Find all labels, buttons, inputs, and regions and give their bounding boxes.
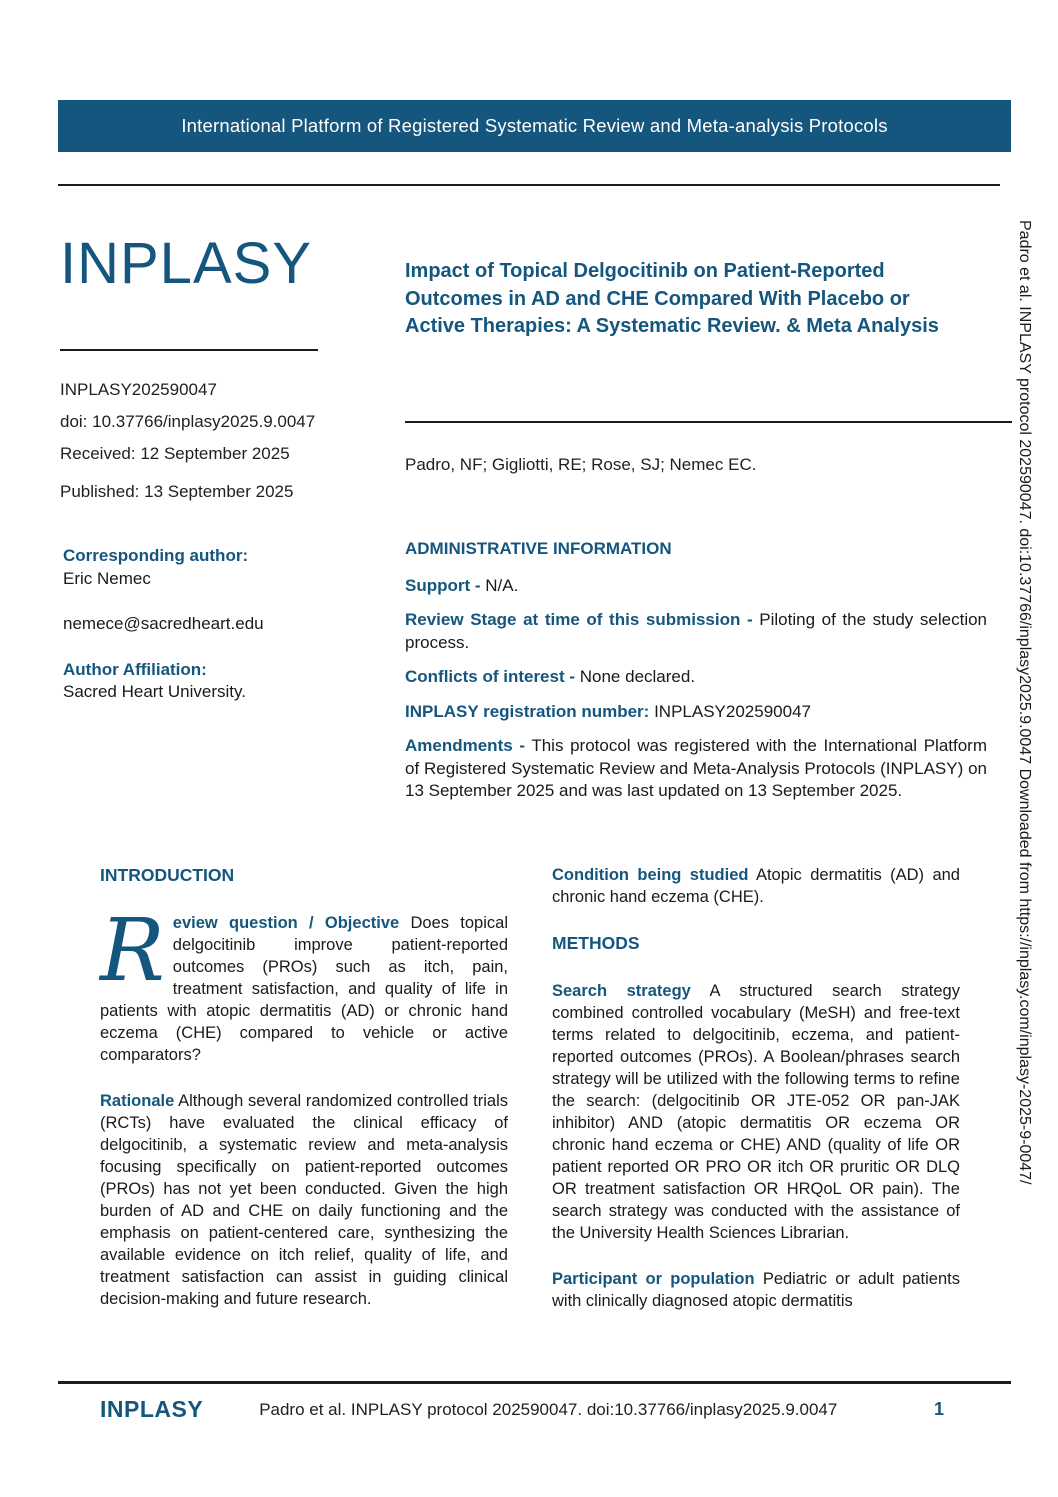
title-divider [405,421,1012,423]
footer-divider [58,1381,1011,1384]
conflicts-text: None declared. [579,667,696,686]
footer [100,1396,960,1423]
corresponding-author-label: Corresponding author: [63,546,249,565]
received-date: Received: 12 September 2025 [60,444,290,463]
title-line: Active Therapies: A Systematic Review. & Meta Analysis [405,315,939,337]
registration-item [405,701,987,724]
spacer [63,590,264,613]
review-question-label: eview question / Objective [172,914,400,932]
conflicts-label: Conflicts of interest - [405,667,576,686]
review-stage-label: Review Stage at time of this submission - [405,610,753,629]
conflicts-item [405,666,987,689]
participants-text: Pediatric or adult patients with clinically diagnosed atopic dermatitis [552,1270,960,1310]
registration-text: INPLASY202590047 [654,701,811,721]
logo-divider [60,349,318,351]
registration-meta [60,374,315,508]
corresponding-author-block [63,545,264,704]
left-column [100,864,508,1336]
page-number: 1 [933,1399,944,1419]
administrative-information [405,538,987,815]
admin-heading: ADMINISTRATIVE INFORMATION [405,539,672,558]
title-line: Impact of Topical Delgocitinib on Patient-Reported [405,260,885,282]
rationale-paragraph [100,1090,508,1310]
footer-inplasy-logo: INPLASY [100,1396,204,1422]
review-question-paragraph [100,901,508,1066]
search-strategy-label: Search strategy [552,982,691,1000]
amendments-item [405,735,987,803]
affiliation-label: Author Affiliation: [63,659,207,679]
affiliation: Sacred Heart University. [63,682,246,701]
author-list: Padro, NF; Gigliotti, RE; Rose, SJ; Nemec EC. [405,455,757,474]
drop-cap: R [100,901,165,1001]
corresponding-author-name: Eric Nemec [63,568,151,588]
amendments-text: This protocol was registered with the International Platform of Registered Systematic Review and Meta-Analysis Protocols (INPLASY) on 13 September 2025 and was last updated on 13 September 2025. [405,736,987,800]
rationale-text: Although several randomized controlled trials (RCTs) have evaluated the clinical efficacy of delgocitinib, a systematic review and meta-analysis focusing specifically on patient-reported outcomes (PROs) has not yet been conducted. Given the high burden of AD and CHE on daily functioning and the emphasis on patient-centered care, synthesizing the available evidence on itch relief, quality of life, and treatment satisfaction can assist in guiding clinical decision-making and future research. [100,1092,508,1308]
right-column [552,864,960,1336]
support-label: Support - [405,575,481,595]
search-strategy-paragraph [552,980,960,1244]
support-text: N/A. [485,575,519,595]
doi: doi: 10.37766/inplasy2025.9.0047 [60,412,316,431]
condition-label: Condition being studied [552,866,749,884]
review-stage-item [405,609,987,654]
published-date: Published: 13 September 2025 [60,482,294,501]
article-title [405,258,1005,341]
footer-citation: Padro et al. INPLASY protocol 202590047. doi:10.37766/inplasy2025.9.0047 [259,1399,838,1419]
spacer [63,636,264,659]
participants-paragraph [552,1268,960,1312]
amendments-label: Amendments - [405,736,525,755]
rationale-label: Rationale [100,1092,175,1110]
search-strategy-text: A structured search strategy combined controlled vocabulary (MeSH) and free-text terms related to delgocitinib, eczema, and patient-reported outcomes (PROs). A Boolean/phrases search strategy will be utilized with the following terms to refine the search: (delgocitinib OR JTE-052 OR pan-JAK inhibitor) AND (atopic dermatitis OR eczema OR chronic hand eczema or CHE) AND (quality of life OR patient reported OR PRO OR itch OR pruritic OR DLQ OR treatment satisfaction OR HRQoL OR pain). The search strategy was conducted with the assistance of the University Health Sciences Librarian. [552,982,960,1242]
corresponding-author-email: nemece@sacredheart.edu [63,614,264,633]
article-body [100,864,960,1336]
condition-paragraph [552,864,960,908]
title-line: Outcomes in AD and CHE Compared With Placebo or [405,287,910,310]
registration-label: INPLASY registration number: [405,701,650,721]
introduction-heading: INTRODUCTION [100,865,235,885]
review-stage-text: Piloting of the study selection process. [405,610,988,652]
platform-banner: International Platform of Registered Systematic Review and Meta-analysis Protocols [58,100,1011,152]
methods-heading: METHODS [552,933,640,953]
condition-text: Atopic dermatitis (AD) and chronic hand eczema (CHE). [552,866,960,906]
header-divider [58,184,1000,186]
support-item [405,575,987,598]
review-question-text: Does topical delgocitinib improve patient-reported outcomes (PROs) such as itch, pain, treatment satisfaction, and quality of life in patients with atopic dermatitis (AD) or chronic hand eczema (CHE) compared to vehicle or active comparators? [100,914,508,1064]
inplasy-logo: INPLASY [60,231,312,296]
vertical-citation-text: Padro et al. INPLASY protocol 202590047. doi:10.37766/inplasy2025.9.0047 Downloaded from https://inplasy.com/inplasy-2025-9-0047/ [1016,220,1033,1185]
participants-label: Participant or population [552,1270,755,1288]
registration-id: INPLASY202590047 [60,380,217,399]
